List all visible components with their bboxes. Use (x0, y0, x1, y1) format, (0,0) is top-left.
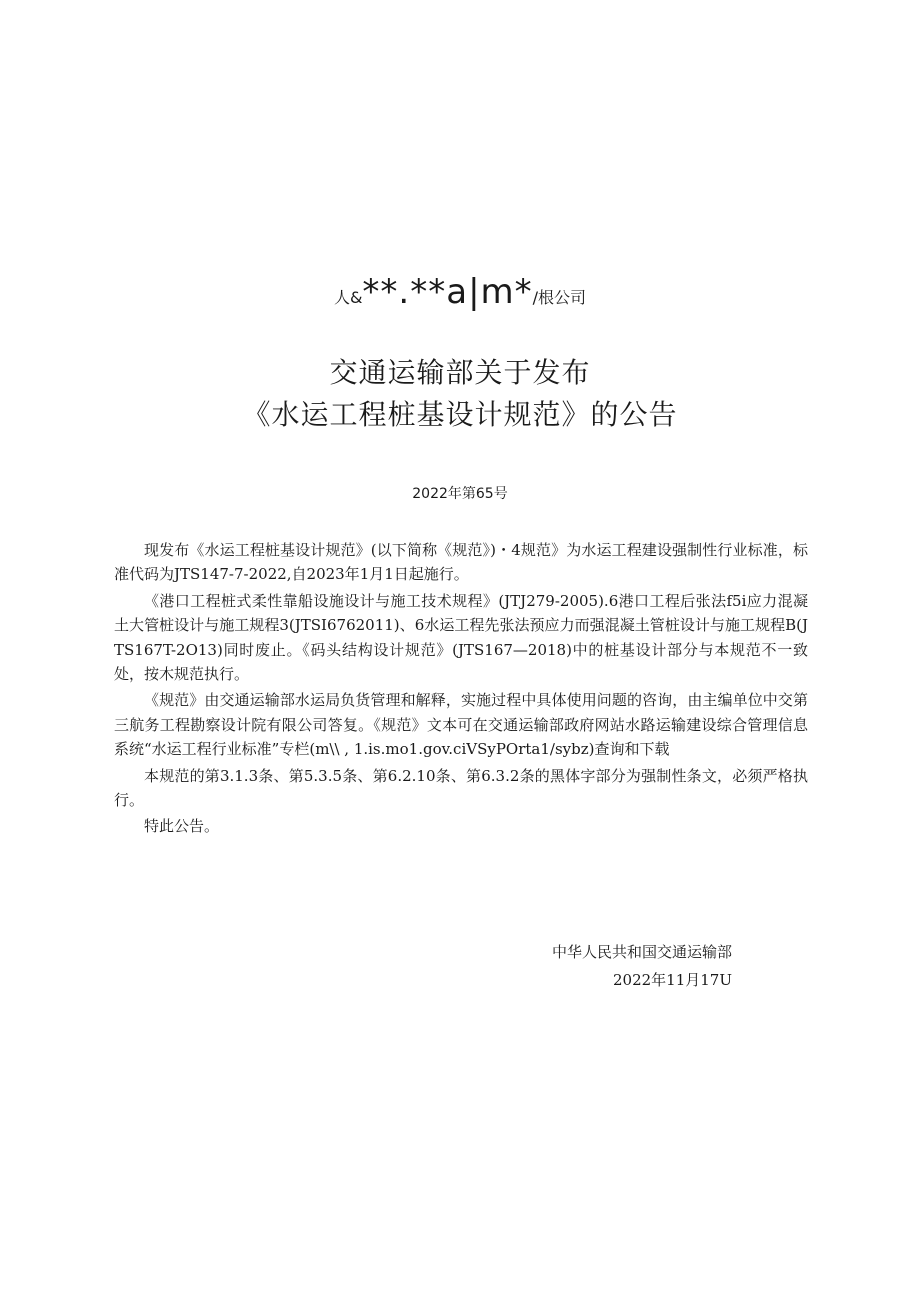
issuing-organization: 中华人民共和国交通运输部 (551, 943, 732, 961)
paragraph-closing: 特此公告。 (144, 817, 220, 836)
publisher-header (0, 270, 920, 320)
paragraph-management: 《规范》由交通运输部水运局负货管理和解释，实施过程中具体使用问题的咨询，由主编单位中交第三航务工程勘察设计院有限公司答复。《规范》文本可在交通运输部政府网站水路运输建设综合管理信息系统“水运工程行业标准”专栏(m\\ , 1.is.mo1.gov.ciVSyPOrta1∕sybz)查询和下载 (114, 691, 808, 759)
signature-block (0, 938, 732, 994)
title-line-2: 《水运工程桩基设计规范》的公告 (242, 398, 678, 431)
publisher-main: **.**a|m* (362, 272, 533, 312)
paragraph-release: 现发布《水运工程桩基设计规范》(以下简称《规范》)・4规范》为水运工程建设强制性行业标准，标准代码为JTS147-7-2022,自2023年1月1日起施行。 (114, 541, 808, 584)
issue-date: 2022年11月17U (613, 971, 732, 989)
notice-body (114, 538, 808, 841)
document-number: 2022年第65号 (412, 486, 508, 502)
title-line-1: 交通运输部关于发布 (329, 356, 591, 389)
notice-title (0, 352, 920, 436)
paragraph-mandatory-clauses: 本规范的第3.1.3条、第5.3.5条、第6.2.10条、第6.3.2条的黑体字部分为强制性条文，必须严格执行。 (114, 766, 808, 810)
publisher-suffix: /根公司 (532, 288, 587, 307)
publisher-prefix: 人& (333, 288, 363, 307)
paragraph-abolish: 《港口工程桩式柔性靠船设施设计与施工技术规程》(JTJ279-2005).6港口工程后张法f5i应力混凝土大管桩设计与施工规程3(JTSI6762011)、6水运工程先张法预应力而强混凝土管桩设计与施工规程B(JTS167T-2O13)同时废止。《码头结构设计规范》(JTS167—2018)中的桩基设计部分与本规范不一致处，按木规范执行。 (114, 591, 808, 684)
